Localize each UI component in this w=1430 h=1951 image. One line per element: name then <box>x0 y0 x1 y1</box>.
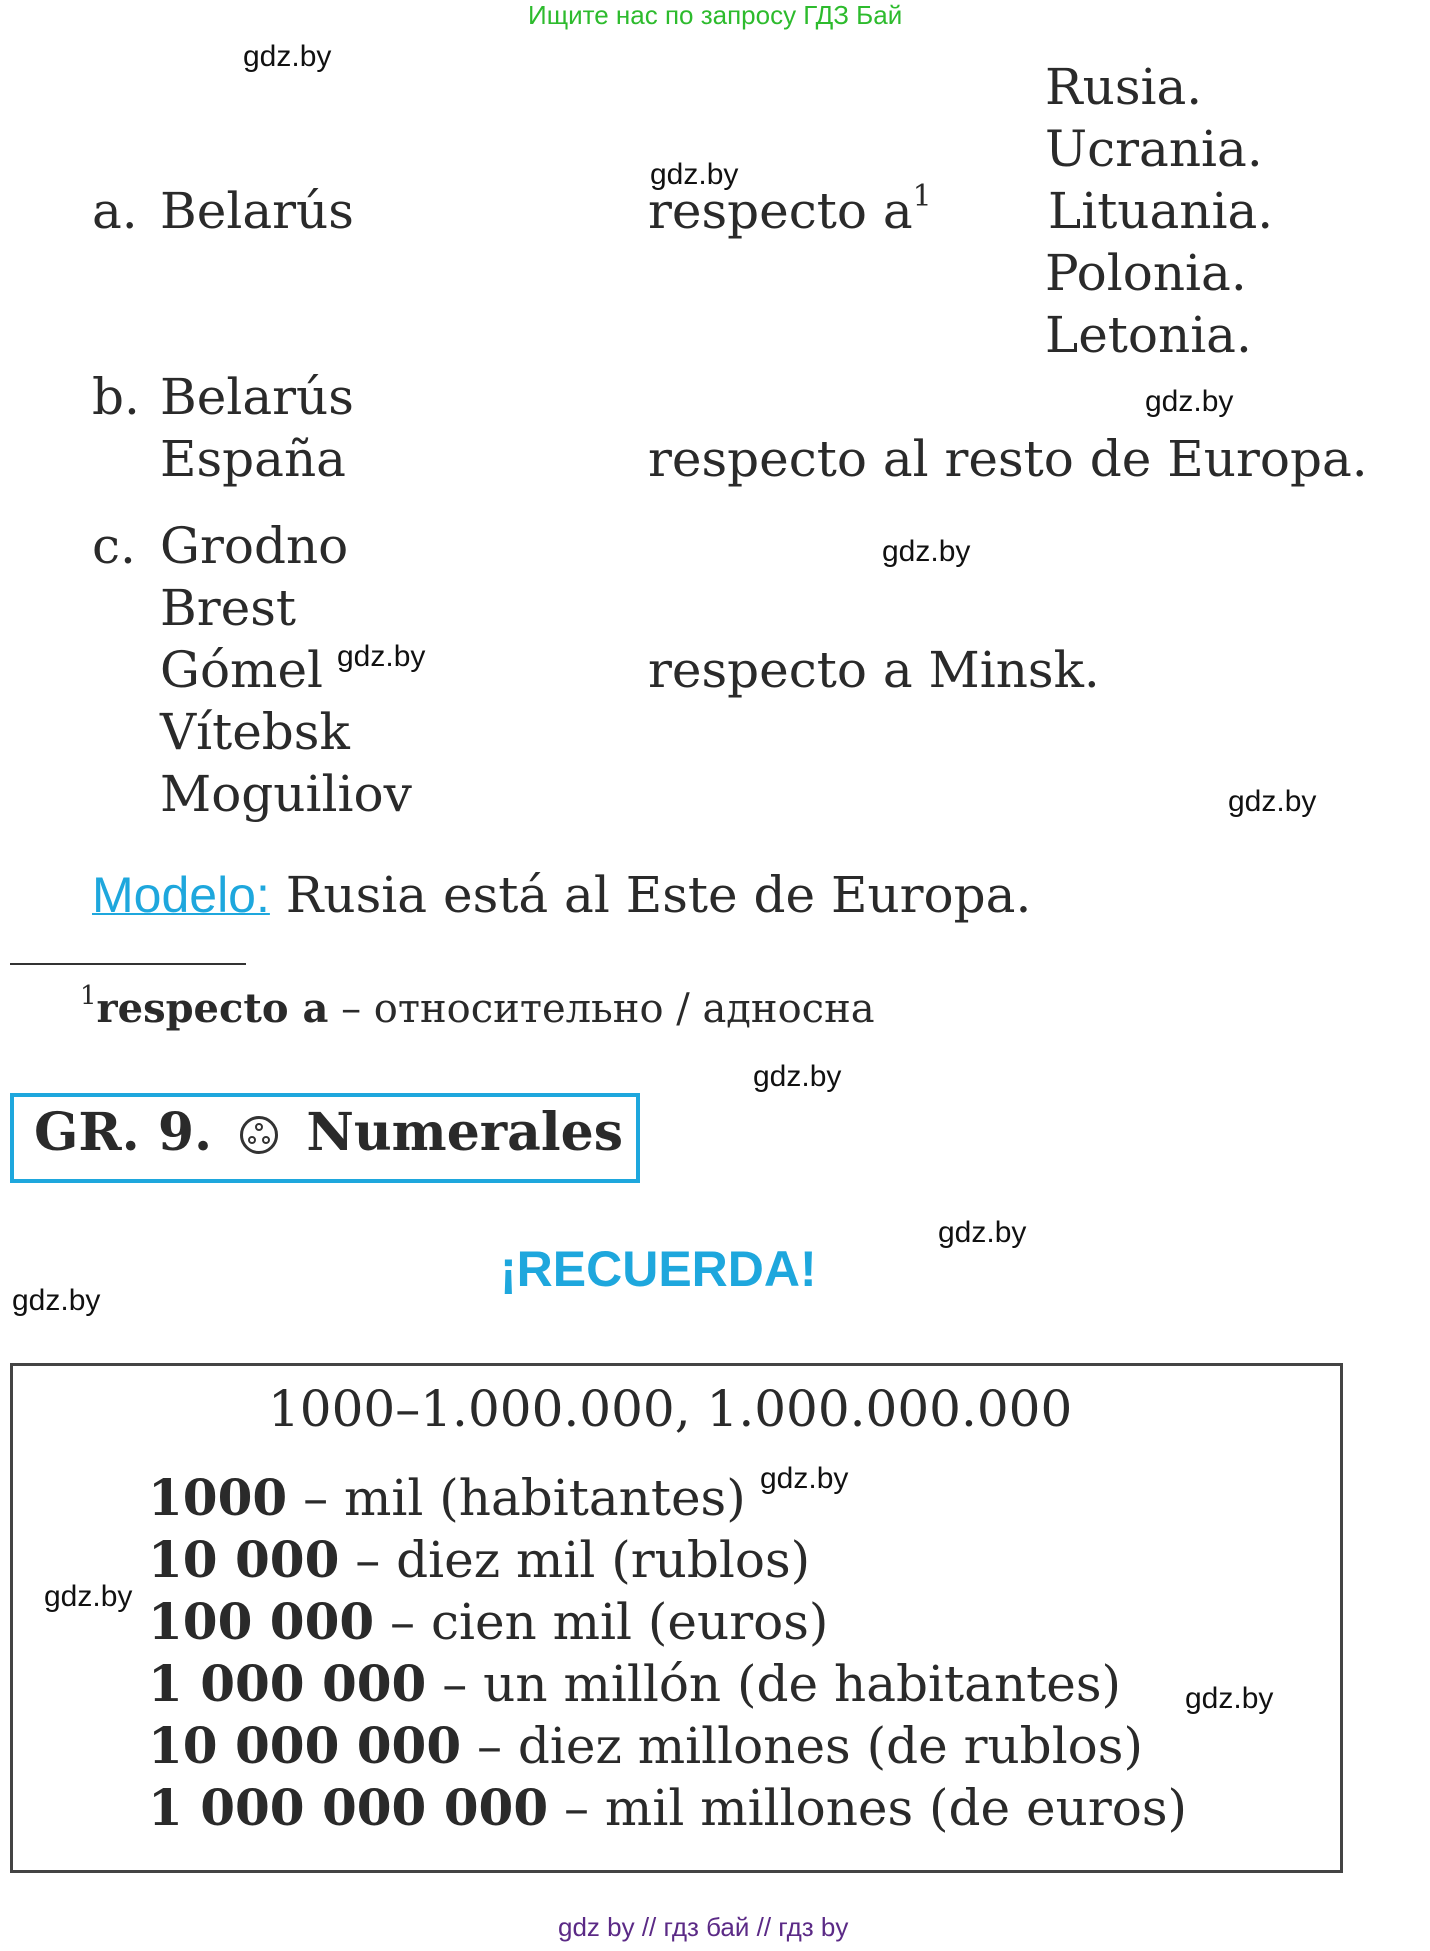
watermark: gdz.by <box>44 1580 133 1613</box>
item-c-subject: Vítebsk <box>160 703 350 761</box>
watermark: gdz.by <box>12 1284 101 1317</box>
modelo-label: Modelo: <box>92 867 270 923</box>
numeral-text: – diez mil (rublos) <box>339 1531 811 1589</box>
watermark: gdz.by <box>753 1060 842 1093</box>
item-b-subject: Belarús <box>160 368 354 426</box>
numeral-value: 1 000 000 000 <box>148 1778 549 1837</box>
footnote-mark: 1 <box>912 179 932 214</box>
item-c-subject: Moguiliov <box>160 765 412 823</box>
section-title <box>34 1102 623 1163</box>
numeral-row <box>148 1592 828 1651</box>
item-a-relation: respecto a$^1$ <box>648 179 932 240</box>
watermark: gdz.by <box>337 640 426 673</box>
numeral-value: 1 000 000 <box>148 1654 427 1713</box>
footnote <box>80 981 875 1032</box>
item-a-subject: Belarús <box>160 182 354 240</box>
search-banner[interactable]: Ищите нас по запросу ГДЗ Бай <box>528 0 903 30</box>
section-code: GR. 9. <box>34 1102 213 1163</box>
numeral-text: – mil millones (de euros) <box>548 1779 1187 1837</box>
numeral-value: 100 000 <box>148 1592 375 1651</box>
numeral-row <box>148 1654 1121 1713</box>
item-c-relation: respecto a Minsk. <box>648 641 1100 699</box>
item-b-subject: España <box>160 430 346 488</box>
item-letter-a: a. <box>92 182 138 240</box>
item-letter-c: c. <box>92 517 136 575</box>
watermark: gdz.by <box>243 40 332 73</box>
numeral-value: 10 000 000 <box>148 1716 462 1775</box>
group-icon <box>240 1116 278 1154</box>
item-b-relation: respecto al resto de Europa. <box>648 430 1368 488</box>
modelo-text: Rusia está al Este de Europa. <box>269 866 1032 924</box>
section-name: Numerales <box>306 1102 623 1163</box>
country-ucrania: Ucrania. <box>1045 120 1263 178</box>
country-rusia: Rusia. <box>1045 58 1203 116</box>
numeral-row <box>148 1716 1143 1775</box>
numeral-row <box>148 1468 746 1527</box>
numeral-text: – diez millones (de rublos) <box>461 1717 1143 1775</box>
bottom-links[interactable]: gdz by // гдз бай // гдз by <box>558 1912 849 1942</box>
item-letter-b: b. <box>92 368 140 426</box>
watermark: gdz.by <box>1145 385 1234 418</box>
watermark: gdz.by <box>650 158 739 191</box>
watermark: gdz.by <box>938 1216 1027 1249</box>
footnote-divider <box>10 963 246 965</box>
item-c-subject: Grodno <box>160 517 349 575</box>
item-c-subject: Gómel <box>160 641 324 699</box>
numeral-text: – un millón (de habitantes) <box>426 1655 1121 1713</box>
recuerda-heading: ¡RECUERDA! <box>500 1241 817 1297</box>
numeral-value: 1000 <box>148 1468 288 1527</box>
numeral-row <box>148 1778 1187 1837</box>
numerals-header: 1000–1.000.000, 1.000.000.000 <box>268 1380 1073 1438</box>
footnote-translation: – относительно / адносна <box>328 986 875 1032</box>
country-letonia: Letonia. <box>1045 306 1252 364</box>
footnote-number: 1 <box>80 981 97 1011</box>
item-c-subject: Brest <box>160 579 296 637</box>
numeral-row <box>148 1530 810 1589</box>
watermark: gdz.by <box>760 1462 849 1495</box>
country-polonia: Polonia. <box>1045 244 1247 302</box>
numeral-text: – mil (habitantes) <box>287 1469 746 1527</box>
watermark: gdz.by <box>882 535 971 568</box>
modelo-line <box>92 864 1031 926</box>
numeral-value: 10 000 <box>148 1530 340 1589</box>
country-lituania: Lituania. <box>1048 182 1274 240</box>
numeral-text: – cien mil (euros) <box>374 1593 829 1651</box>
watermark: gdz.by <box>1185 1682 1274 1715</box>
footnote-term: respecto a <box>96 985 329 1032</box>
watermark: gdz.by <box>1228 785 1317 818</box>
